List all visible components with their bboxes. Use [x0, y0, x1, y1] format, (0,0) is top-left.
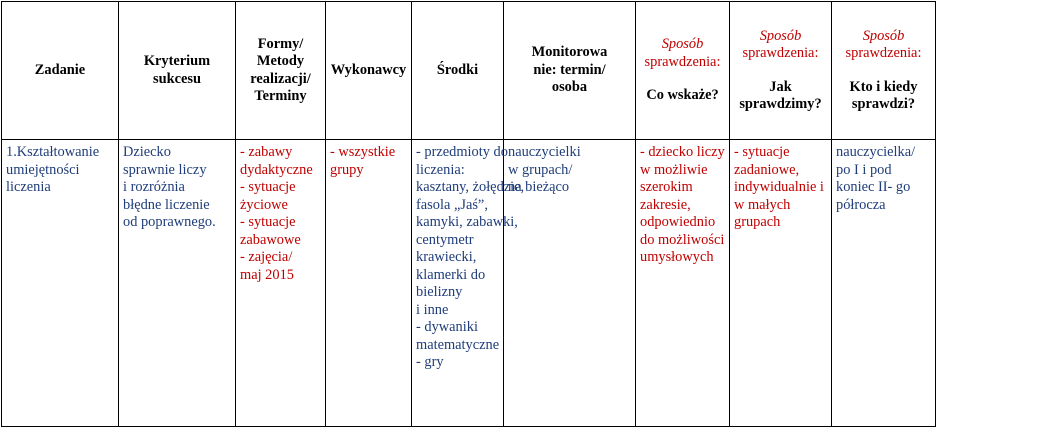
table-row [2, 140, 1040, 427]
cell-kto: nauczycielka/ po I i pod koniec II- go półrocza [832, 140, 936, 427]
header-srodki: Środki [412, 2, 504, 140]
header-formy: Formy/ Metody realizacji/ Terminy [236, 2, 326, 140]
cell-jak: - sytuacje zadaniowe, indywidualnie i w małych grupach [730, 140, 832, 427]
cell-wykonawcy: - wszystkie grupy [326, 140, 412, 427]
header-row [2, 2, 1040, 140]
header-monitorowanie: Monitorowa nie: termin/ osoba [504, 2, 636, 140]
cell-monitorowanie: nauczycielki w grupach/ na bieżąco [504, 140, 636, 427]
cell-co-wskaze: - dziecko liczy w możliwie szerokim zakresie, odpowiednio do możliwości umysłowych [636, 140, 730, 427]
cell-zadanie: 1.Kształtowanie umiejętności liczenia [2, 140, 119, 427]
header-kryterium: Kryterium sukcesu [119, 2, 236, 140]
header-zadanie: Zadanie [2, 2, 119, 140]
plan-table [1, 1, 1040, 427]
cell-formy: - zabawy dydaktyczne - sytuacje życiowe - sytuacje zabawowe - zajęcia/ maj 2015 [236, 140, 326, 427]
cell-srodki: - przedmioty do liczenia: kasztany, żołędzie, fasola „Jaś”, kamyki, zabawki, centymetr krawiecki, klamerki do bielizny i inne - dywaniki matematyczne - gry [412, 140, 504, 427]
cell-kryterium: Dziecko sprawnie liczy i rozróżnia błędne liczenie od poprawnego. [119, 140, 236, 427]
header-sposob-kto: Sposób sprawdzenia: Kto i kiedy sprawdzi? [832, 2, 936, 140]
header-wykonawcy: Wykonawcy [326, 2, 412, 140]
header-sposob-co-wskaze: Sposób sprawdzenia: Co wskaże? [636, 2, 730, 140]
header-sposob-jak: Sposób sprawdzenia: Jak sprawdzimy? [730, 2, 832, 140]
